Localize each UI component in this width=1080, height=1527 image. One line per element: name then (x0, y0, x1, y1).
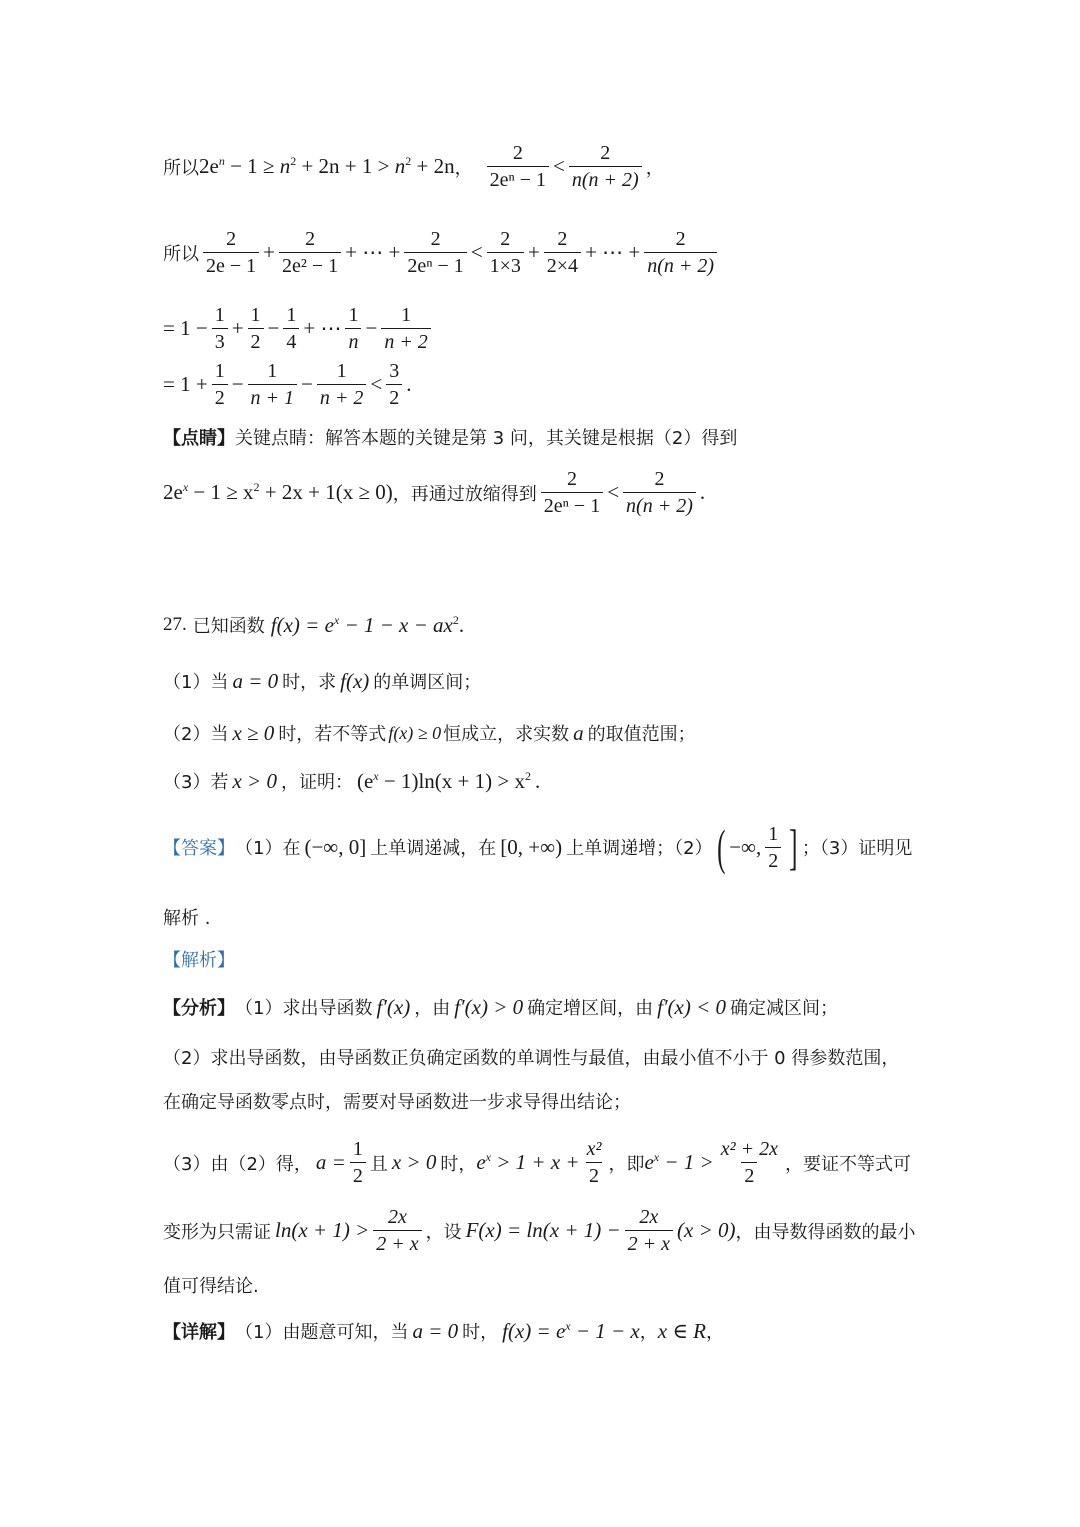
fraction: $\frac{2}{n(n + 2)}$ (644, 228, 717, 277)
text: 时， (440, 1153, 477, 1175)
text: 解析 . (163, 908, 211, 929)
fraction: $\frac{1}{n}$ (345, 304, 361, 353)
math-op: = 1 + (163, 372, 208, 396)
math-expr: x > 0 (391, 1150, 437, 1174)
text: （1）在 (235, 838, 301, 859)
line-3 (163, 304, 435, 353)
math-expr: a = 0 (412, 1318, 459, 1343)
text: 时，若不等式 (278, 724, 387, 745)
math-op: − (301, 372, 313, 396)
xiangjie-line (163, 1318, 724, 1344)
math-op: . (406, 372, 412, 396)
fenxi-line-2 (163, 1044, 899, 1070)
math-expr: −∞, (729, 834, 762, 859)
text: ，再通过放缩得到 (392, 483, 537, 505)
section-tag: 【分析】 (163, 998, 235, 1019)
question-part-3 (163, 768, 540, 794)
bracket: ] (789, 819, 798, 875)
fraction: $\frac{2}{2\times 4}$ (544, 228, 581, 277)
text: （1）求出导函数 (235, 998, 373, 1019)
math-op: < (470, 240, 483, 264)
fraction: $\frac{1}{2}$ (765, 823, 781, 872)
text: （3）由（2）得， (163, 1153, 312, 1175)
math-expr: a = 0 (232, 668, 279, 693)
text: 在确定导函数零点时，需要对导函数进一步求导得出结论； (163, 1092, 631, 1113)
text: ， (639, 1322, 658, 1343)
math-op: − (267, 316, 280, 340)
text: （3）若 (163, 772, 229, 793)
text: 的取值范围； (587, 724, 696, 745)
text: 上单调递增；（2） (566, 838, 713, 859)
math-op: + (263, 240, 275, 264)
math-op: < (607, 480, 620, 504)
section-tag: 【点睛】 (163, 428, 235, 449)
math-expr: ln(x + 1) > (275, 1218, 370, 1242)
math-expr: F(x) = ln(x + 1) − (465, 1218, 621, 1242)
fraction: $\frac{1}{4}$ (283, 304, 299, 353)
math-op: + (231, 316, 244, 340)
fraction: $\frac{2}{1\times 3}$ (487, 228, 524, 277)
math-expr: x > 0 (232, 768, 277, 793)
text: ，由导数得函数的最小 (735, 1221, 916, 1243)
text: 已知函数 (192, 616, 265, 637)
math-expr: f′(x) > 0 (454, 994, 524, 1019)
bracket: ( (716, 819, 726, 875)
answer-tag: 【答案】 (163, 838, 235, 859)
text: （2）当 (163, 724, 229, 745)
math-expr: f(x) ≥ 0 (388, 722, 442, 743)
math-expr: (−∞, 0] (304, 834, 367, 859)
math-expr: [0, +∞) (500, 834, 563, 859)
math-expr: $f(x) = e^x - 1 - x$ (502, 1318, 640, 1343)
text: 关键点睛：解答本题的关键是第 3 问，其关键是根据（2）得到 (235, 428, 738, 449)
text: 确定增区间，由 (527, 998, 654, 1019)
math-expr: f′(x) (376, 994, 411, 1019)
line-1 (163, 142, 664, 191)
math-op: − (365, 316, 378, 340)
section-tag: 【详解】 (163, 1322, 235, 1343)
math-expr: $e^x - 1$ > (644, 1150, 714, 1174)
fenxi-line-6 (163, 1272, 259, 1298)
text: 且 (369, 1153, 388, 1175)
fraction: $\frac{2}{n(n + 2)}$ (623, 468, 696, 517)
fenxi-line-5 (163, 1206, 916, 1255)
math-op: + ⋯ + (585, 240, 641, 264)
fraction: $\frac{1}{n + 2}$ (381, 304, 431, 353)
question-part-2 (163, 720, 696, 746)
fraction: $\frac{1}{2}$ (248, 304, 264, 353)
fenxi-line (163, 994, 838, 1020)
answer-line (163, 819, 913, 875)
text: ， (454, 157, 473, 179)
fenxi-line-3 (163, 1088, 631, 1114)
text: （1）由题意可知，当 (235, 1322, 409, 1343)
line-dianjing (163, 424, 737, 450)
jiexi-tag: 【解析】 (163, 950, 235, 971)
text: 确定减区间； (730, 998, 839, 1019)
fraction: $\frac{2}{\text{2eⁿ − 1}}$ (404, 228, 466, 277)
text: ；（3）证明见 (801, 838, 913, 859)
text: 变形为只需证 (163, 1221, 271, 1243)
fraction: $\frac{\text{x²}}{2}$ (586, 1138, 602, 1187)
question-part-1 (163, 668, 481, 694)
fraction: $\frac{1}{3}$ (212, 304, 228, 353)
text: 所以 (163, 157, 199, 179)
text: 值可得结论. (163, 1276, 259, 1297)
math-expr: x ≥ 0 (232, 720, 275, 745)
math-op: + ⋯ + (345, 240, 401, 264)
math-op: < (370, 372, 383, 396)
fraction: $\frac{2}{2e - 1}$ (203, 228, 259, 277)
math-op: . (699, 480, 706, 504)
math-op: + (527, 240, 540, 264)
fraction: $\frac{2x}{2 + x}$ (625, 1206, 673, 1255)
fraction: $\frac{1}{2}$ (212, 360, 228, 409)
line-2 (163, 228, 721, 277)
fraction: $\frac{2x}{2 + x}$ (373, 1206, 421, 1255)
text: 时， (462, 1322, 499, 1343)
text: 的单调区间； (373, 672, 482, 693)
math-expr: $2e^x - 1 \ge x^2 + 2x + 1(x \ge 0)$ (163, 480, 393, 504)
jiexi-line (163, 946, 235, 972)
fraction: $\frac{2}{\text{2eⁿ − 1}}$ (487, 142, 549, 191)
fraction: $\frac{\text{x² + 2x}}{2}$ (720, 1138, 778, 1187)
question-27 (163, 612, 464, 638)
line-4 (163, 360, 411, 409)
text: 恒成立，求实数 (443, 724, 570, 745)
fraction: $\frac{2}{n(n + 2)}$ (569, 142, 642, 191)
fraction: $\frac{2}{\text{2e² − 1}}$ (279, 228, 341, 277)
question-number: 27. (163, 614, 187, 635)
math-op: . (458, 612, 465, 637)
answer-line-2 (163, 904, 210, 930)
math-op: + ⋯ (303, 316, 342, 340)
math-op: − (231, 372, 244, 396)
text: 上单调递减，在 (370, 838, 497, 859)
text: ，由 (414, 998, 451, 1019)
math-expr: (x > 0) (677, 1218, 736, 1242)
text: （1）当 (163, 672, 229, 693)
math-op: = 1 − (163, 316, 208, 340)
text: ， (645, 157, 664, 179)
text: ， (705, 1322, 724, 1343)
text: 时，求 (282, 672, 337, 693)
fenxi-line-4 (163, 1138, 911, 1187)
fraction: $\frac{2}{\text{2eⁿ − 1}}$ (541, 468, 603, 517)
math-expr: $e^x > 1 + x$ + (476, 1150, 580, 1174)
text: ，即 (608, 1153, 645, 1175)
text: （2）求出导函数，由导函数正负确定函数的单调性与最值，由最小值不小于 0 得参数范围， (163, 1048, 900, 1069)
fraction: $\frac{3}{2}$ (386, 360, 402, 409)
fraction: $\frac{1}{n + 1}$ (248, 360, 298, 409)
math-expr: a = (315, 1150, 346, 1174)
fraction: $\frac{1}{2}$ (350, 1138, 366, 1187)
math-expr: $2e^n - 1 \ge n^2 + 2n + 1 > n^2 + 2n$ (199, 154, 455, 178)
text: ，证明： (280, 772, 353, 793)
text: ，要证不等式可 (784, 1153, 911, 1175)
math-expr: x ∈ R (657, 1318, 706, 1343)
text: 所以 (163, 243, 199, 265)
math-op: < (553, 154, 565, 178)
line-6 (163, 468, 705, 517)
math-expr: $f(x) = e^x - 1 - x - ax^2$ (270, 612, 459, 637)
math-expr: f(x) (340, 668, 370, 693)
math-op: . (534, 768, 541, 793)
math-expr: $(e^x - 1)\ln(x + 1) > x^2$ (356, 768, 531, 793)
text: ，设 (425, 1221, 462, 1243)
math-expr: a (573, 720, 584, 745)
fraction: $\frac{1}{n + 2}$ (317, 360, 367, 409)
math-expr: f′(x) < 0 (657, 994, 727, 1019)
